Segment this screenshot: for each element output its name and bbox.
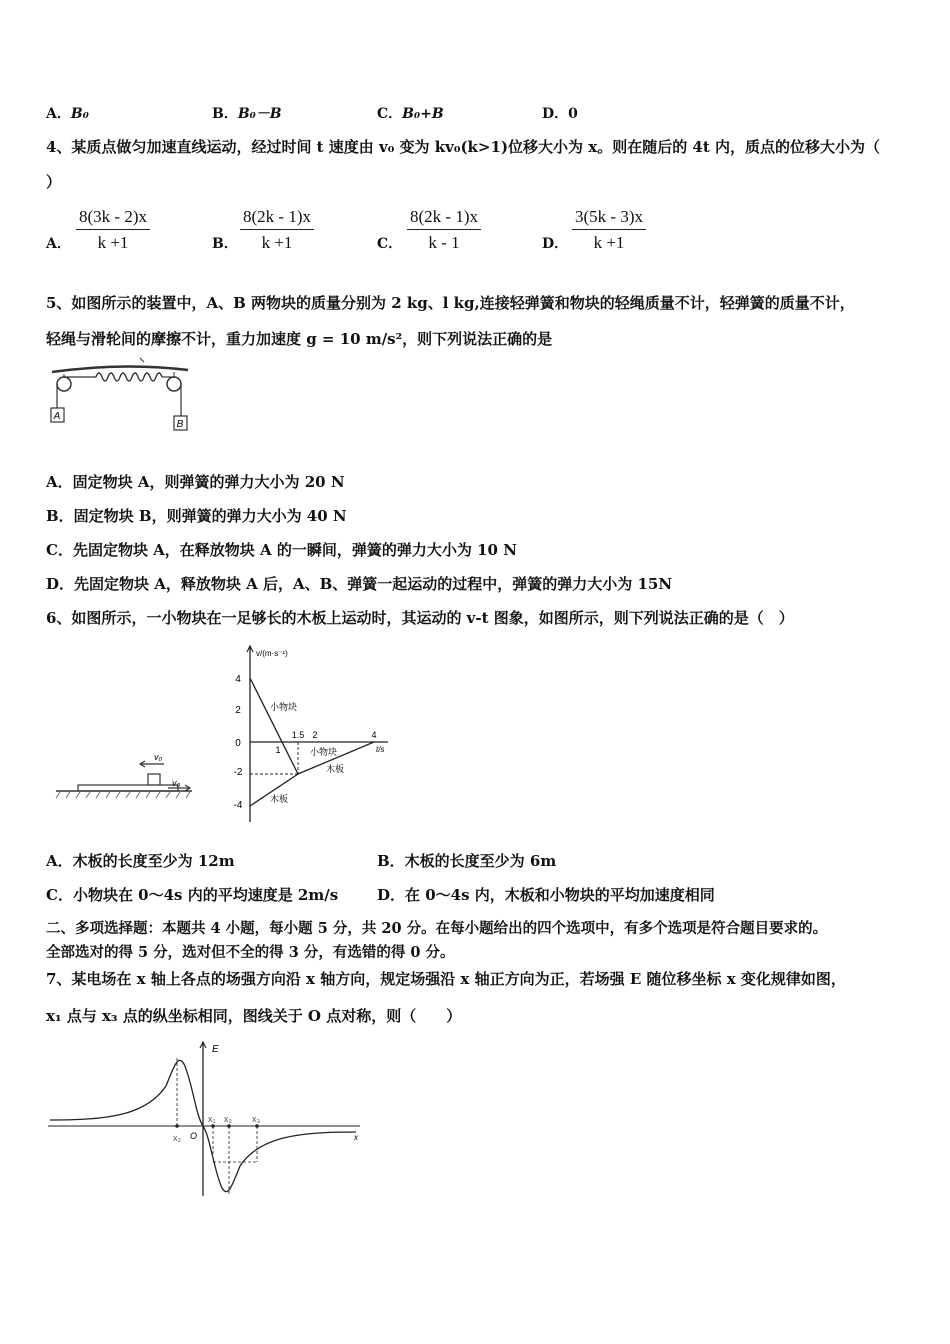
q7-stem-line1: 7、某电场在 x 轴上各点的场强方向沿 x 轴方向，规定场强沿 x 轴正方向为正，若场强 E 随位移坐标 x 变化规律如图， [46, 970, 846, 988]
q4-option-a-fraction [76, 207, 150, 253]
x3-label: x₃ [252, 1114, 261, 1124]
x-axis-label: x [354, 1133, 358, 1142]
q4-stem-line2: ） [46, 173, 62, 191]
x-tick-4: 4 [371, 730, 377, 740]
fraction-numerator: 8(3k - 2)x [76, 207, 150, 230]
q3-option-d: D．0 [542, 106, 578, 122]
q4-option-d-fraction [572, 207, 646, 253]
q5-option-a: A．固定物块 A，则弹簧的弹力大小为 20 N [46, 473, 345, 491]
block-a-label: A [53, 411, 61, 422]
q7-stem-line2: x₁ 点与 x₃ 点的纵坐标相同，图线关于 O 点对称，则（ ） [46, 1007, 462, 1025]
q6-vt-graph [226, 640, 396, 828]
block-velocity-line [250, 678, 298, 774]
section2-heading-line1: 二、多项选择题：本题共 4 小题，每小题 5 分，共 20 分。在每小题给出的四个选项中，有多个选项是符合题目要求的。 [46, 920, 828, 937]
label-board-lower: 木板 [270, 794, 289, 804]
t-axis-label: t/s [376, 745, 385, 754]
fraction-numerator: 3(5k - 3)x [572, 207, 646, 230]
q4-option-a-label: A． [46, 236, 71, 252]
q5-option-d: D．先固定物块 A，释放物块 A 后，A、B、弹簧一起运动的过程中，弹簧的弹力大小为 15N [46, 575, 673, 593]
left-pulley [57, 377, 71, 391]
q6-option-d: D．在 0～4s 内，木板和小物块的平均加速度相同 [377, 886, 715, 904]
spring [96, 373, 162, 381]
q6-block-board-sketch [52, 748, 202, 814]
q3-option-b: B．B₀－B [212, 106, 282, 122]
y-tick-neg4: -4 [233, 800, 243, 811]
board [78, 785, 178, 791]
e-axis-label: E [212, 1044, 219, 1055]
q5-option-b: B．固定物块 B，则弹簧的弹力大小为 40 N [46, 507, 347, 525]
q4-option-c-fraction [407, 207, 481, 253]
q5-stem-line2: 轻绳与滑轮间的摩擦不计，重力加速度 g = 10 m/s²，则下列说法正确的是 [46, 330, 553, 348]
x-tick-1-5: 1.5 [291, 730, 305, 740]
small-block [148, 774, 160, 785]
block-b-label: B [176, 419, 184, 430]
x2-left-label: x₂ [173, 1133, 181, 1143]
q6-stem: 6、如图所示，一小物块在一足够长的木板上运动时，其运动的 v-t 图象，如图所示，则下列说法正确的是（ ） [46, 609, 794, 627]
q5-stem-line1: 5、如图所示的装置中，A、B 两物块的质量分别为 2 kg、l kg,连接轻弹簧和物块的轻绳质量不计，轻弹簧的质量不计， [46, 294, 855, 312]
x-tick-2: 2 [312, 730, 318, 740]
q6-option-c: C．小物块在 0～4s 内的平均速度是 2m/s [46, 886, 339, 904]
q3-option-a: A．B₀ [46, 106, 89, 122]
q4-option-d-label: D． [542, 236, 569, 252]
fraction-denominator: k - 1 [428, 233, 460, 252]
y-tick-neg2: -2 [233, 767, 243, 778]
q6-option-a: A．木板的长度至少为 12m [46, 852, 235, 870]
q6-option-b: B．木板的长度至少为 6m [377, 852, 557, 870]
origin-label: O [190, 1131, 198, 1141]
fraction-denominator: k +1 [593, 233, 625, 252]
section2-heading-line2: 全部选对的得 5 分，选对但不全的得 3 分，有选错的得 0 分。 [46, 944, 455, 961]
fraction-denominator: k +1 [97, 233, 129, 252]
v0-label-bottom: v₀ [172, 778, 181, 788]
y-tick-2: 2 [235, 705, 241, 716]
q3-option-c: C．B₀+B [377, 106, 444, 122]
q5-option-c: C．先固定物块 A，在释放物块 A 的一瞬间，弹簧的弹力大小为 10 N [46, 541, 517, 559]
label-board-right: 木板 [326, 764, 345, 774]
q7-e-x-graph [46, 1036, 366, 1201]
label-block-upper: 小物块 [270, 702, 298, 712]
label-block-lower: 小物块 [310, 747, 338, 757]
y-tick-4: 4 [235, 674, 241, 685]
v0-label-top: v₀ [154, 752, 163, 762]
x-tick-1: 1 [275, 745, 281, 755]
ground-hatch [56, 792, 190, 798]
q4-stem-line1: 4、某质点做匀加速直线运动，经过时间 t 速度由 v₀ 变为 kv₀(k>1)位移大小为 x。则在随后的 4t 内，质点的位移大小为（ [46, 138, 881, 156]
ceiling-beam [52, 366, 188, 372]
fraction-numerator: 8(2k - 1)x [240, 207, 314, 230]
x1-label: x₁ [208, 1114, 216, 1124]
fraction-numerator: 8(2k - 1)x [407, 207, 481, 230]
right-pulley [167, 377, 181, 391]
q4-option-c-label: C． [377, 236, 403, 252]
q5-pulley-spring-figure [48, 356, 198, 436]
x2-right-label: x₂ [224, 1114, 232, 1124]
v-axis-label: v/(m·s⁻¹) [256, 649, 288, 658]
q4-option-b-fraction [240, 207, 314, 253]
q4-option-b-label: B． [212, 236, 238, 252]
fraction-denominator: k +1 [261, 233, 293, 252]
y-tick-0: 0 [235, 738, 241, 749]
